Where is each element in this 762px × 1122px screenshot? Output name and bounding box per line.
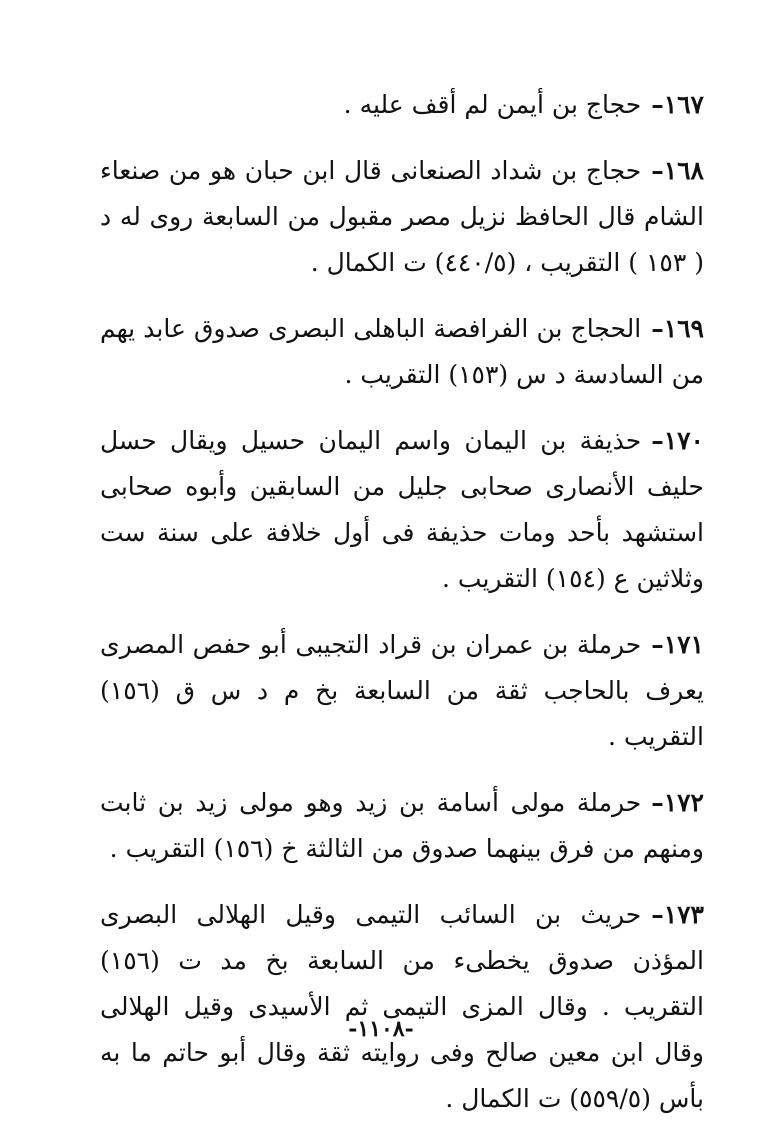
entry-text: حذيفة بن اليمان واسم اليمان حسيل ويقال حسل حليف الأنصارى صحابى جليل من السابقين وأبوه صحابى استشهد بأحد ومات حذيفة فى أول خلافة على سنة ست وثلاثين ع (١٥٤) التقريب . [100, 426, 704, 593]
entry-text: حريث بن السائب التيمى وقيل الهلالى البصرى المؤذن صدوق يخطىء من السابعة بخ مد ت (١٥٦) التقريب . وقال المزى التيمى ثم الأسيدى وقيل الهلالى وقال ابن معين صالح وفى روايته ثقة وقال أبو حاتم ما به بأس (٥٥٩/٥) ت الكمال . [100, 900, 704, 1113]
entry-number: ١٧١– [651, 630, 704, 659]
entry-text: حرملة مولى أسامة بن زيد وهو مولى زيد بن ثابت ومنهم من فرق بينهما صدوق من الثالثة خ (١٥٦) التقريب . [100, 788, 704, 863]
entry-168 [100, 148, 704, 286]
entries-list [100, 82, 704, 1122]
entry-text: حرملة بن عمران بن قراد التجيبى أبو حفص المصرى يعرف بالحاجب ثقة من السابعة بخ م د س ق (١٥٦) التقريب . [100, 630, 704, 751]
entry-number: ١٧٠– [651, 426, 704, 455]
entry-number: ١٦٩– [651, 314, 704, 343]
page-number: -١١٠٨- [348, 1016, 414, 1042]
entry-number: ١٦٨– [651, 156, 704, 185]
entry-number: ١٧٢– [651, 788, 704, 817]
entry-173 [100, 892, 704, 1122]
entry-number: ١٦٧– [651, 90, 704, 119]
entry-169 [100, 306, 704, 398]
entry-167 [100, 82, 704, 128]
entry-172 [100, 780, 704, 872]
entry-170 [100, 418, 704, 602]
entry-text: الحجاج بن الفرافصة الباهلى البصرى صدوق عابد يهم من السادسة د س (١٥٣) التقريب . [100, 314, 704, 389]
entry-text: حجاج بن شداد الصنعانى قال ابن حبان هو من صنعاء الشام قال الحافظ نزيل مصر مقبول من السابعة روى له د ( ١٥٣ ) التقريب ، (٤٤٠/٥) ت الكمال . [100, 156, 704, 277]
entry-number: ١٧٣– [651, 900, 704, 929]
entry-171 [100, 622, 704, 760]
entry-text: حجاج بن أيمن لم أقف عليه . [343, 90, 642, 119]
